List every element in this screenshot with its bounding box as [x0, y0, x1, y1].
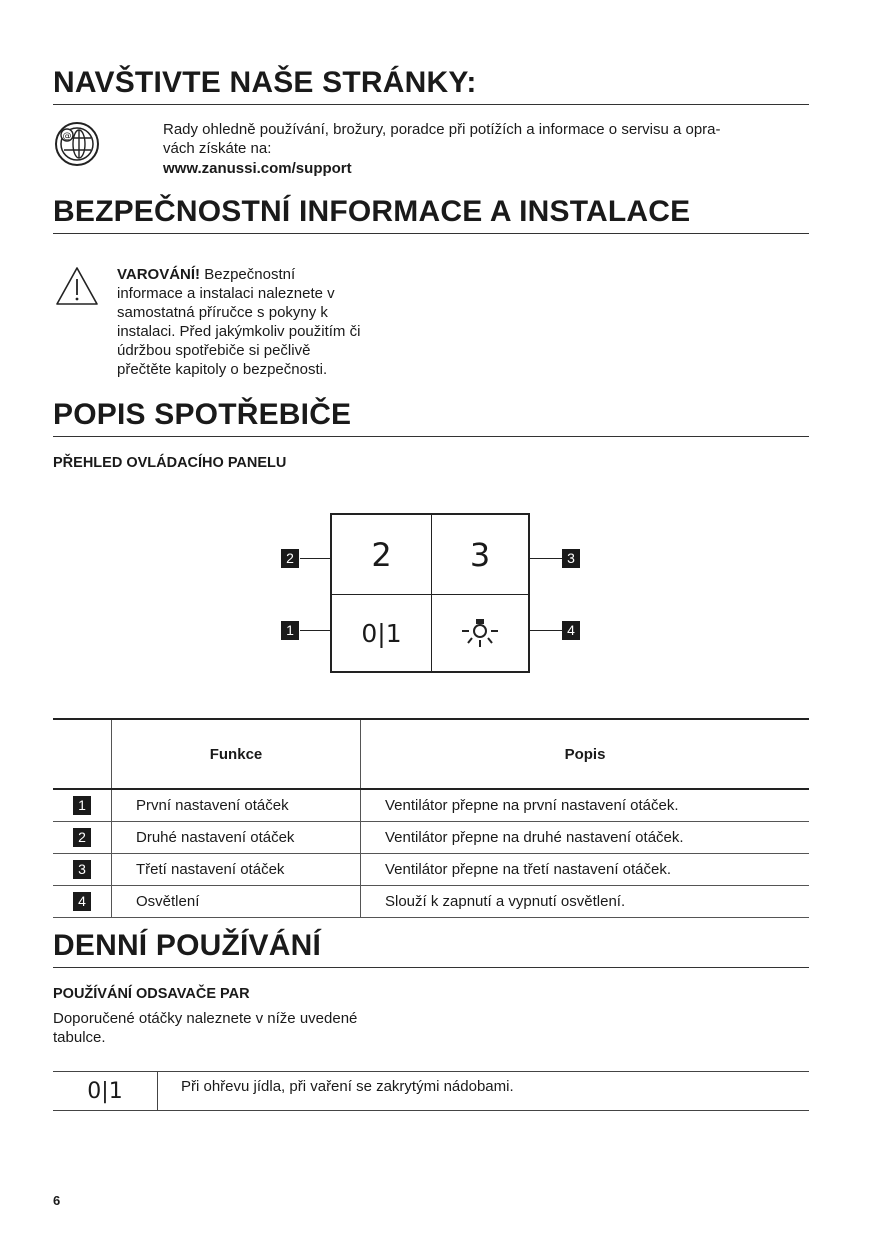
row-function: Osvětlení [112, 886, 361, 918]
speed-2-button[interactable]: 2 [371, 535, 392, 574]
appliance-heading: POPIS SPOTŘEBIČE [53, 398, 352, 431]
daily-heading: DENNÍ POUŽÍVÁNÍ [53, 929, 322, 962]
daily-heading-rule [53, 967, 809, 968]
row-number-badge: 1 [73, 796, 91, 815]
row-number-badge: 2 [73, 828, 91, 847]
appliance-heading-rule [53, 436, 809, 437]
row-description: Ventilátor přepne na první nastavení otáček. [361, 789, 810, 822]
support-link[interactable]: www.zanussi.com/support [163, 160, 352, 177]
row-function: Třetí nastavení otáček [112, 854, 361, 886]
light-button[interactable] [432, 595, 528, 671]
safety-heading-rule [53, 233, 809, 234]
hood-usage-subheading: POUŽÍVÁNÍ ODSAVAČE PAR [53, 986, 250, 1002]
control-panel-subheading: PŘEHLED OVLÁDACÍHO PANELU [53, 455, 287, 471]
warning-text-line: údržbou spotřebiče si pečlivě [117, 342, 311, 359]
callout-4: 4 [562, 621, 580, 640]
visit-text-line-2: vách získáte na: [163, 140, 272, 157]
table-row [53, 886, 809, 918]
row-description: Ventilátor přepne na druhé nastavení otáček. [361, 822, 810, 854]
table-row [53, 789, 809, 822]
warning-text-line: Bezpečnostní [200, 266, 296, 283]
page-number: 6 [53, 1193, 61, 1208]
function-table [53, 718, 809, 918]
daily-text [53, 1009, 433, 1047]
usage-text: Při ohřevu jídla, při vaření se zakrytými nádobami. [181, 1078, 514, 1095]
visit-text [163, 120, 803, 158]
control-panel [330, 513, 530, 673]
callout-2-line [300, 558, 331, 559]
callout-3-line [530, 558, 562, 559]
row-number-badge: 3 [73, 860, 91, 879]
warning-text-line: instalaci. Před jakýmkoliv použitím či [117, 323, 361, 340]
warning-triangle-icon [55, 266, 99, 306]
table-header-num [53, 719, 112, 789]
table-header-function: Funkce [112, 719, 361, 789]
warning-text-line: informace a instalaci naleznete v [117, 285, 335, 302]
callout-1: 1 [281, 621, 299, 640]
daily-text-line-1: Doporučené otáčky naleznete v níže uvedené [53, 1010, 358, 1027]
warning-text-line: samostatná příručce s pokyny k [117, 304, 328, 321]
safety-warning [117, 265, 407, 379]
globe-at-icon [52, 121, 102, 167]
daily-text-line-2: tabulce. [53, 1029, 106, 1046]
callout-3: 3 [562, 549, 580, 568]
visit-text-line-1: Rady ohledně používání, brožury, poradce při potížích a informace o servisu a opra- [163, 121, 721, 138]
row-function: První nastavení otáček [112, 789, 361, 822]
row-number-badge: 4 [73, 892, 91, 911]
light-bulb-icon [460, 616, 500, 650]
visit-heading-rule [53, 104, 809, 105]
usage-symbol: 0|1 [53, 1072, 158, 1110]
table-row [53, 822, 809, 854]
callout-2: 2 [281, 549, 299, 568]
callout-1-line [300, 630, 331, 631]
callout-4-line [530, 630, 562, 631]
usage-table [53, 1071, 809, 1111]
speed-3-button[interactable]: 3 [469, 535, 491, 574]
warning-label: VAROVÁNÍ! [117, 266, 201, 283]
table-header-description: Popis [361, 719, 810, 789]
row-description: Ventilátor přepne na třetí nastavení otáček. [361, 854, 810, 886]
svg-text:@: @ [62, 131, 72, 142]
on-off-speed-1-button[interactable]: 0|1 [361, 618, 402, 648]
row-function: Druhé nastavení otáček [112, 822, 361, 854]
safety-heading: BEZPEČNOSTNÍ INFORMACE A INSTALACE [53, 195, 691, 228]
warning-text-line: přečtěte kapitoly o bezpečnosti. [117, 361, 328, 378]
table-row [53, 854, 809, 886]
table-header-row [53, 719, 809, 789]
row-description: Slouží k zapnutí a vypnutí osvětlení. [361, 886, 810, 918]
visit-heading: NAVŠTIVTE NAŠE STRÁNKY: [53, 66, 477, 99]
